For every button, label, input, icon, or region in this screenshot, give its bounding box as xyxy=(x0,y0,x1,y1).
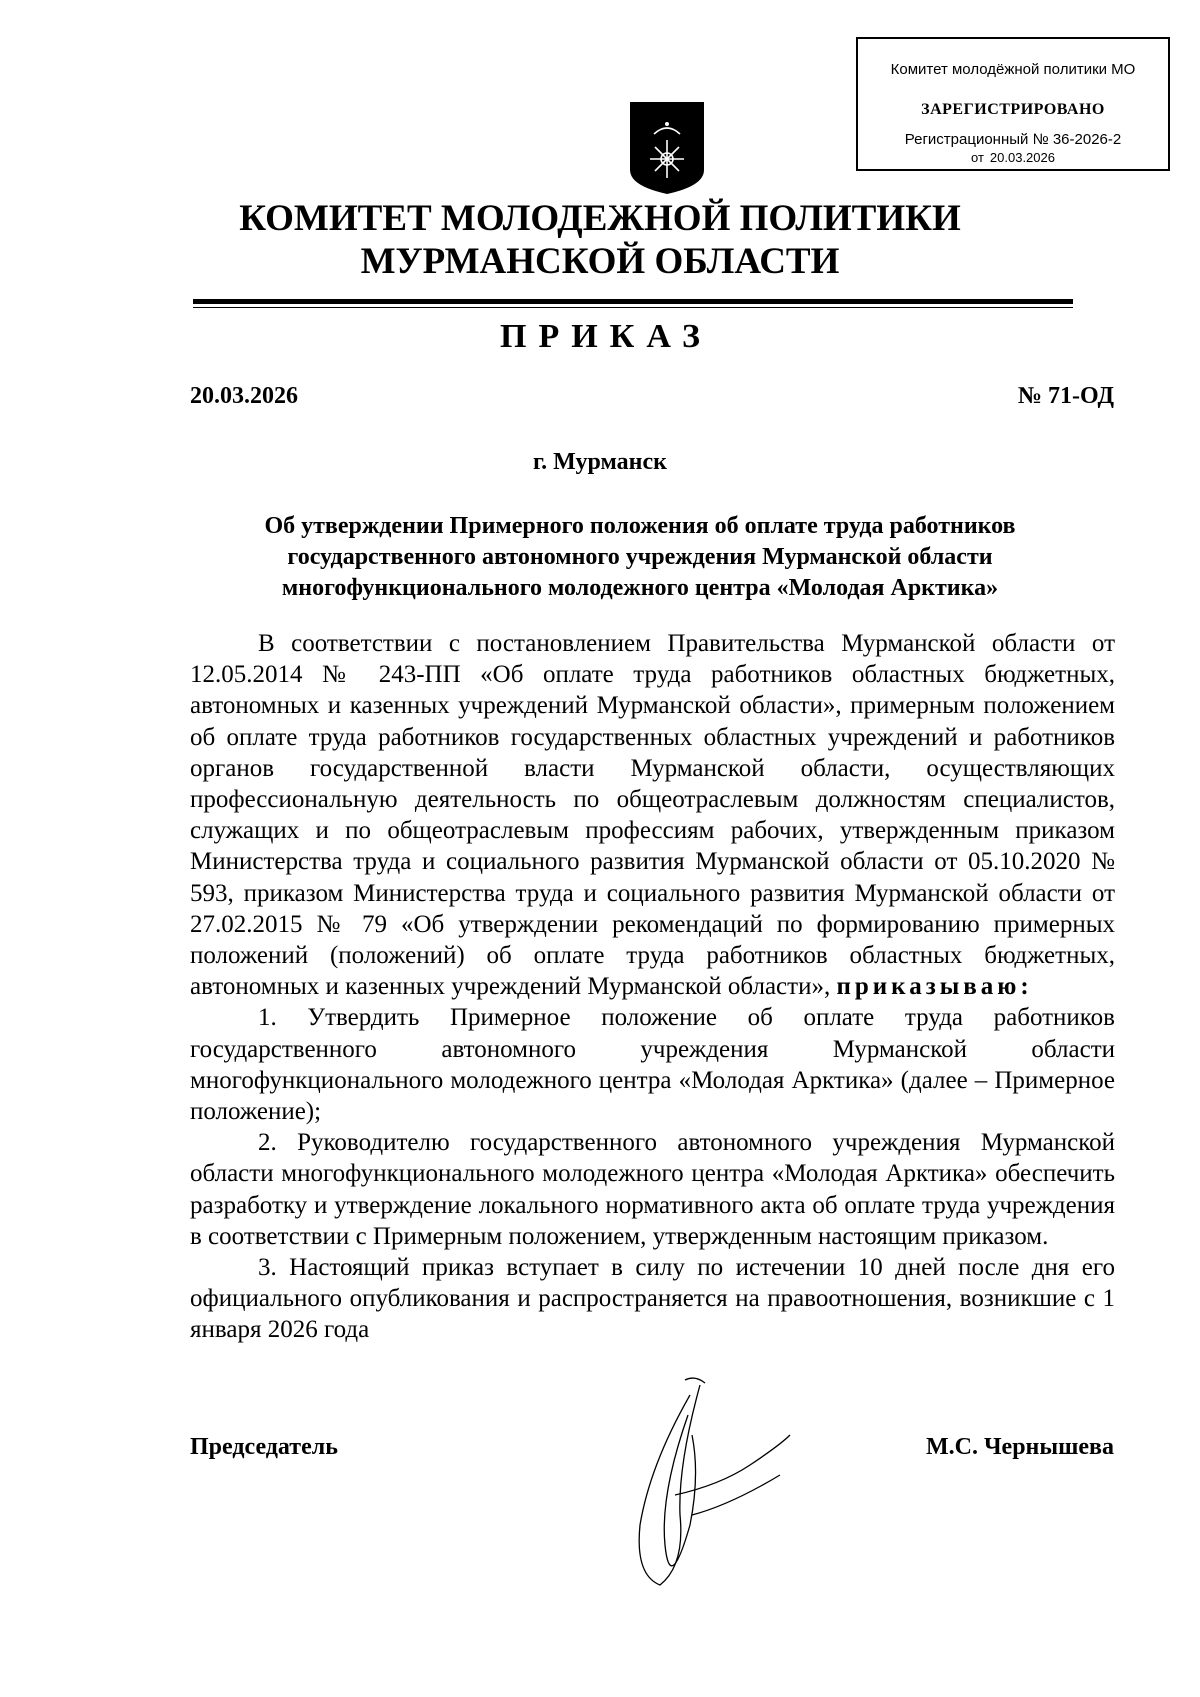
document-type-title: ПРИКАЗ xyxy=(500,318,712,355)
org-title-line1: КОМИТЕТ МОЛОДЕЖНОЙ ПОЛИТИКИ xyxy=(239,198,961,239)
issue-city: г. Мурманск xyxy=(532,449,667,475)
stamp-date-prefix: от xyxy=(971,150,984,165)
order-subject xyxy=(180,511,1100,604)
stamp-registration-number: Регистрационный № 36-2026-2 xyxy=(904,131,1122,148)
order-item-3: 3. Настоящий приказ вступает в силу по истечении 10 дней после дня его официального опубликования и распространяется на правоотношения, возникшие с 1 января 2026 года xyxy=(190,1254,1115,1344)
header-rule-thin xyxy=(193,307,1073,308)
order-date: 20.03.2026 xyxy=(190,383,298,409)
subject-line: государственного автономного учреждения Мурманской области xyxy=(287,544,993,570)
order-item-1: 1. Утвердить Примерное положение об оплате труда работников государственного автономного учреждения Мурманской области многофункционального молодежного центра «Молодая Арктика» (далее – Примерное положение); xyxy=(190,1004,1115,1126)
stamp-date-line xyxy=(858,150,1168,165)
order-body xyxy=(190,628,1115,1346)
header-rule-thick xyxy=(193,299,1073,304)
handwritten-signature-icon xyxy=(630,1375,800,1605)
coat-of-arms-icon xyxy=(628,100,706,196)
registration-stamp xyxy=(856,37,1170,171)
subject-line: многофункционального молодежного центра «Молодая Арктика» xyxy=(281,575,999,601)
preamble-text: В соответствии с постановлением Правительства Мурманской области от 12.05.2014 № 243-ПП «Об оплате труда работников областных бюджетных, автономных и казенных учреждений Мурманской области», примерным положением об оплате труда работников государственных областных учреждений и работников органов государственной власти Мурманской области, осуществляющих профессиональную деятельность по общеотраслевым должностям специалистов, служащих и по общеотраслевым профессиям рабочих, утвержденным приказом Министерства труда и социального развития Мурманской области от 05.10.2020 № 593, приказом Министерства труда и социального развития Мурманской области от 27.02.2015 № 79 «Об утверждении рекомендаций по формированию примерных положений (положений) об оплате труда работников областных бюджетных, автономных и казенных учреждений Мурманской области», xyxy=(190,630,1115,1001)
signatory-position: Председатель xyxy=(190,1434,338,1460)
stamp-date: 20.03.2026 xyxy=(989,150,1055,165)
order-number: № 71-ОД xyxy=(1017,383,1114,409)
order-word: приказываю: xyxy=(836,973,1033,1001)
stamp-organization: Комитет молодёжной политики МО xyxy=(890,61,1136,78)
order-item-2: 2. Руководителю государственного автономного учреждения Мурманской области многофункционального молодежного центра «Молодая Арктика» обеспечить разработку и утверждение локального нормативного акта об оплате труда учреждения в соответствии с Примерным положением, утвержденным настоящим приказом. xyxy=(190,1129,1115,1250)
org-title-line2: МУРМАНСКОЙ ОБЛАСТИ xyxy=(360,241,840,282)
subject-line: Об утверждении Примерного положения об оплате труда работников xyxy=(264,513,1016,539)
signatory-name: М.С. Чернышева xyxy=(925,1434,1114,1460)
stamp-status: ЗАРЕГИСТРИРОВАНО xyxy=(921,101,1105,118)
preamble-paragraph xyxy=(190,628,1115,1002)
